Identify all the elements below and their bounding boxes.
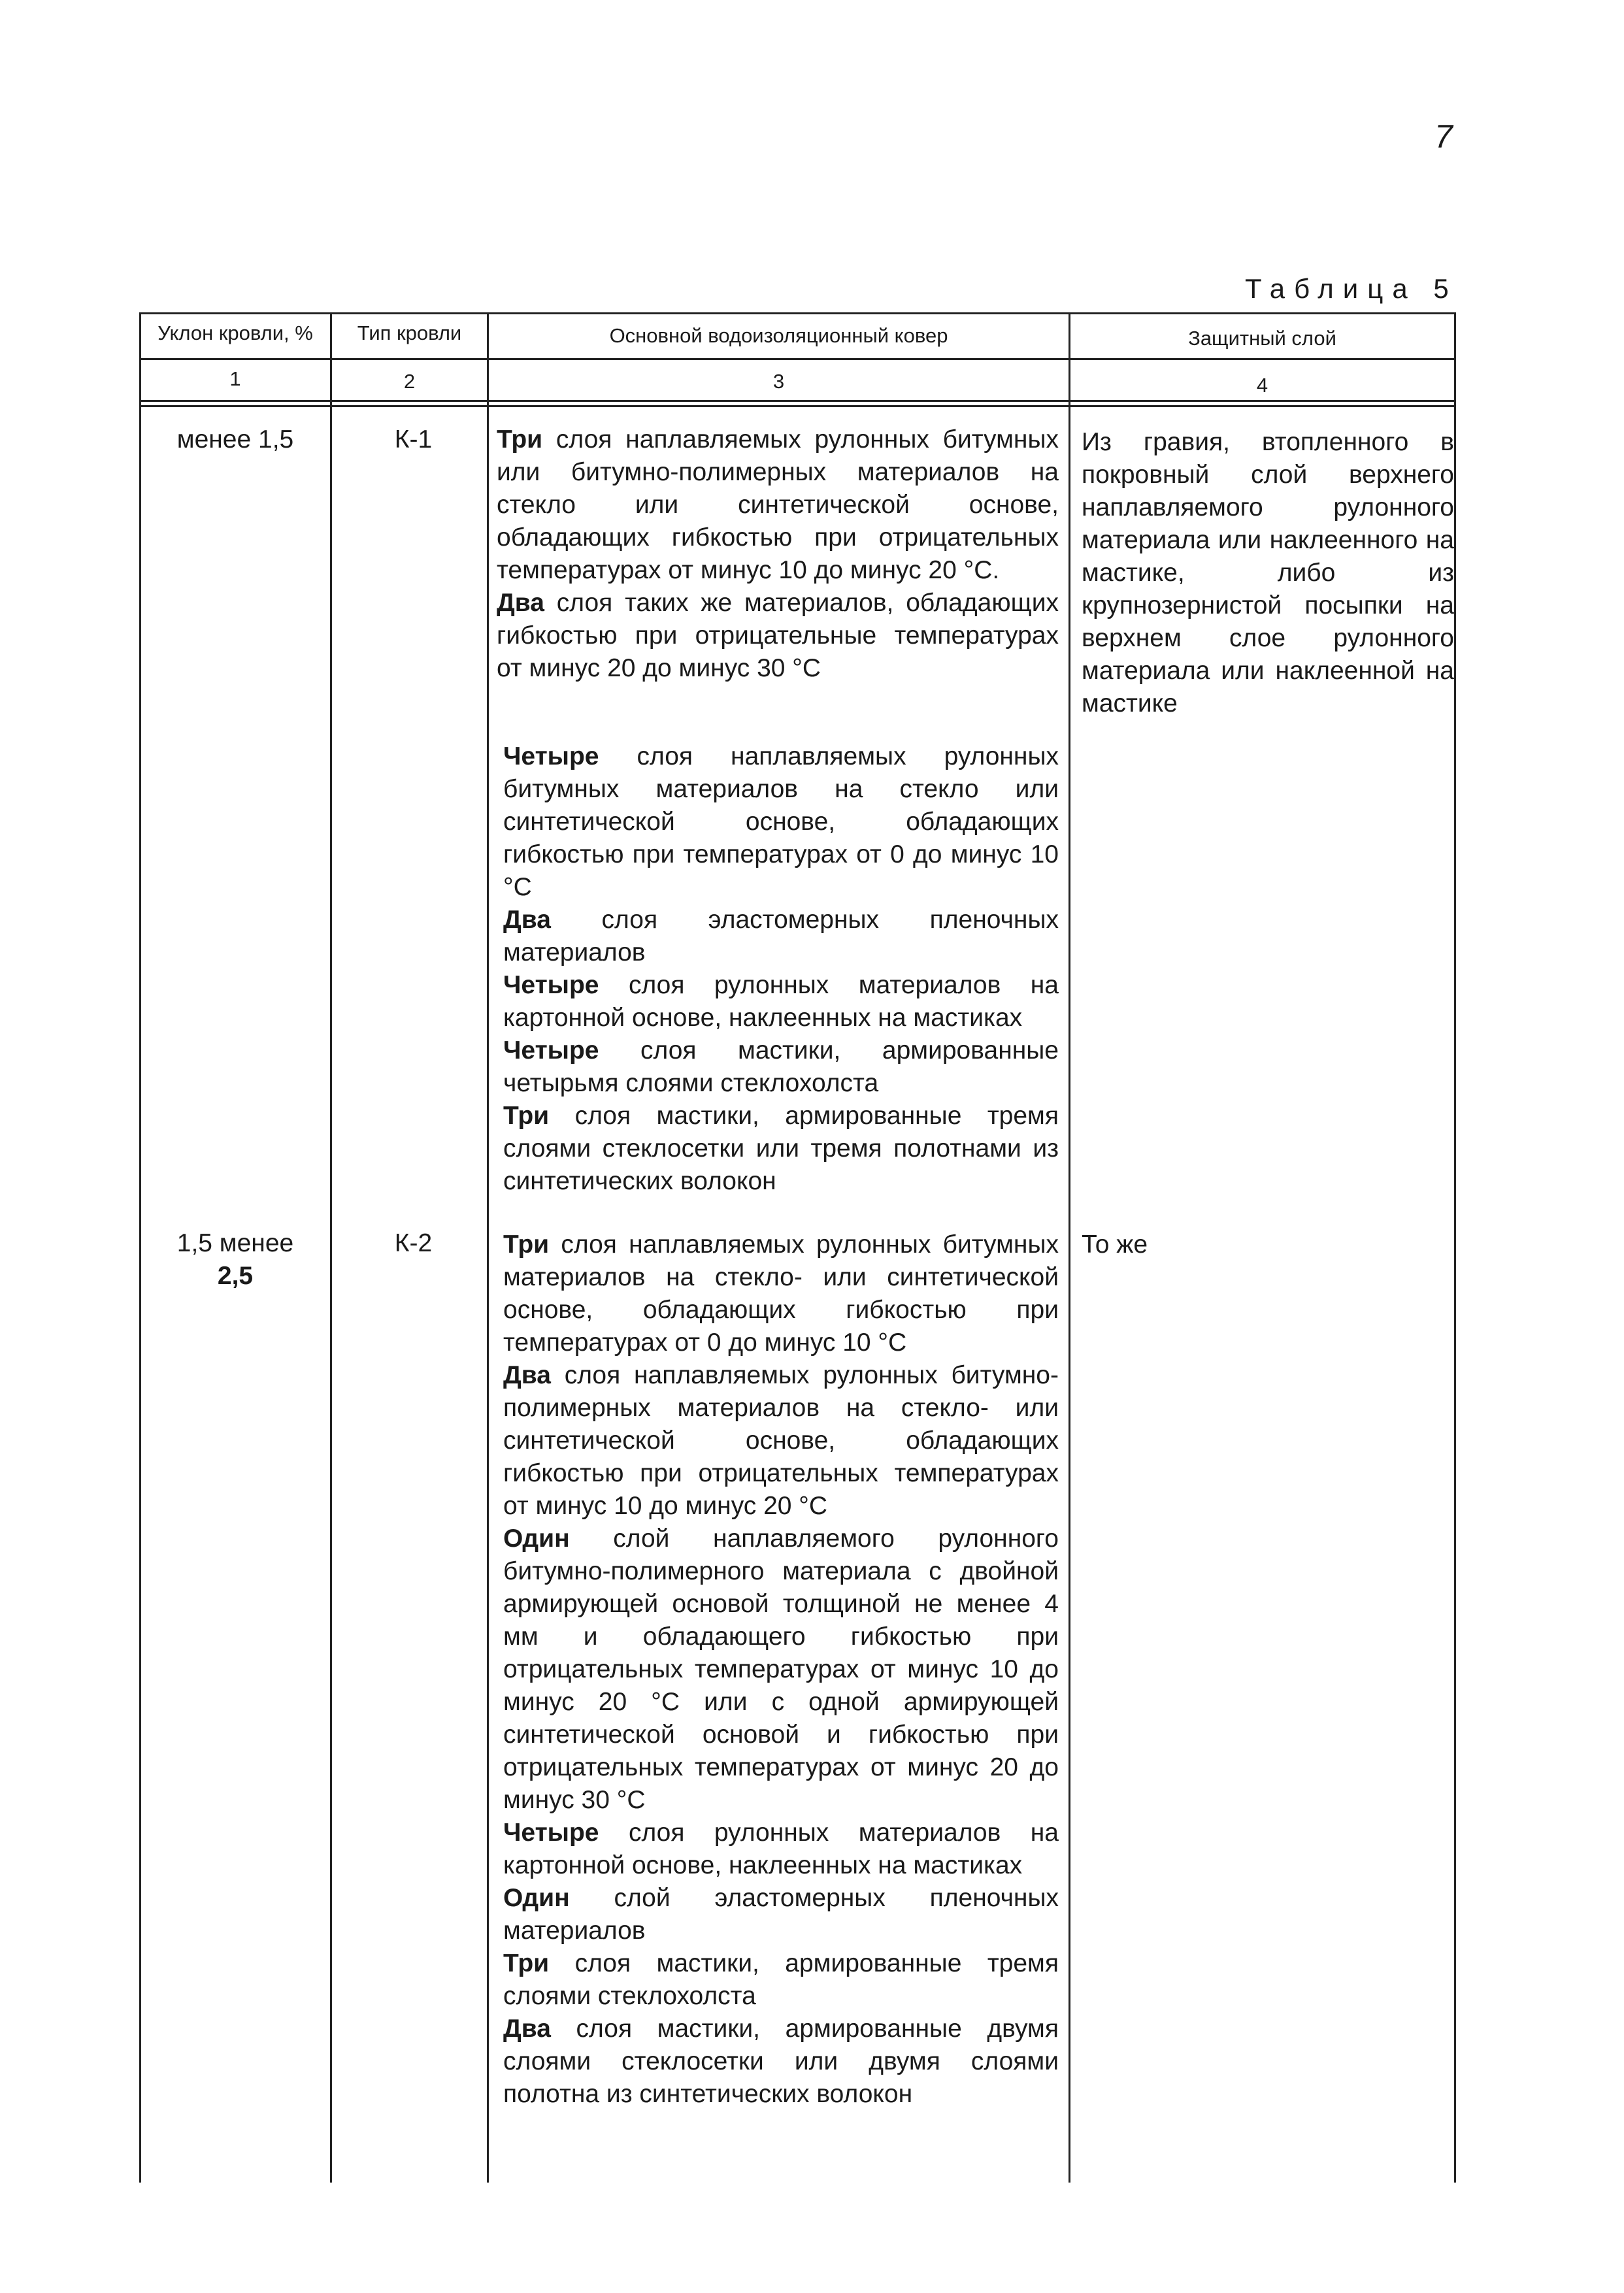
row2-slope xyxy=(141,1227,330,1293)
column-number-4: 4 xyxy=(1256,374,1268,397)
row1-option-1 xyxy=(497,423,1059,587)
row1-option-4 xyxy=(503,904,1059,969)
row1-option-6 xyxy=(503,1034,1059,1100)
row2-option-1 xyxy=(503,1229,1059,1359)
row1-option-2 xyxy=(497,587,1059,685)
option-text: слоя эластомерных пленочных материалов xyxy=(503,906,1059,966)
row2-option-2 xyxy=(503,1359,1059,1523)
row1-main-carpet-part2 xyxy=(503,740,1059,1198)
row1-protective-layer: Из гравия, втопленного в покровный слой верхнего наплавляемого рулонного материала или наклеенного на мастике, либо из крупнозернистой посыпки на верхнем слое рулонного материала или наклеенной на мастике xyxy=(1082,428,1454,718)
row2-main-carpet xyxy=(503,1229,1059,2111)
option-keyword: Четыре xyxy=(503,1036,599,1064)
option-text: слоя мастики, армированные двумя слоями стеклосетки или двумя слоями полотна из синтетических волокон xyxy=(503,2015,1059,2108)
option-text: слоя наплавляемых рулонных битумных материалов на стекло или синтетической основе, обладающих гибкостью при температурах от 0 до минус 10 °С xyxy=(503,742,1059,901)
row1-slope: менее 1,5 xyxy=(176,425,294,454)
option-keyword: Два xyxy=(497,589,544,617)
option-text: слоя наплавляемых рулонных битумно-полимерных материалов на стекло- или синтетической основе, обладающих гибкостью при отрицательных температурах от минус 10 до минус 20 °С xyxy=(503,1361,1059,1520)
header-slope: Уклон кровли, % xyxy=(157,322,313,344)
option-keyword: Два xyxy=(503,906,551,934)
option-keyword: Два xyxy=(503,2015,551,2043)
option-text: слой эластомерных пленочных материалов xyxy=(503,1884,1059,1945)
column-number-3: 3 xyxy=(772,370,785,393)
row2-slope-line2: 2,5 xyxy=(217,1262,254,1290)
option-text: слоя рулонных материалов на картонной основе, наклеенных на мастиках xyxy=(503,1819,1059,1879)
option-text: слоя таких же материалов, обладающих гибкостью при отрицательные температурах от минус 20 до минус 30 °С xyxy=(497,589,1059,682)
option-keyword: Один xyxy=(503,1884,570,1912)
header-divider xyxy=(141,358,1454,360)
option-keyword: Один xyxy=(503,1525,570,1553)
column-number-1: 1 xyxy=(229,367,241,390)
table-top-border xyxy=(141,312,1454,314)
option-keyword: Четыре xyxy=(503,971,599,999)
row1-option-5 xyxy=(503,969,1059,1034)
option-keyword: Три xyxy=(503,1102,550,1130)
header-protective-layer: Защитный слой xyxy=(1188,327,1336,350)
option-text: слоя мастики, армированные тремя слоями стеклохолста xyxy=(503,1949,1059,2010)
option-keyword: Три xyxy=(503,1230,550,1259)
column-divider-3 xyxy=(1069,312,1070,2183)
option-text: слоя наплавляемых рулонных битумных или битумно-полимерных материалов на стекло или синтетической основе, обладающих гибкостью при отрицательных температурах от минус 10 до минус 20 °С. xyxy=(497,425,1059,584)
row2-slope-line1: 1,5 менее xyxy=(176,1229,294,1257)
option-keyword: Два xyxy=(503,1361,551,1389)
page-number: 7 xyxy=(1434,118,1453,155)
row2-option-7 xyxy=(503,2013,1059,2111)
option-keyword: Четыре xyxy=(503,1819,599,1847)
number-row-divider xyxy=(141,400,1454,402)
table-caption: Таблица 5 xyxy=(1245,273,1458,304)
option-keyword: Три xyxy=(497,425,543,454)
number-row-divider-2 xyxy=(141,405,1454,407)
option-keyword: Четыре xyxy=(503,742,599,770)
header-main-carpet: Основной водоизоляционный ковер xyxy=(609,324,948,347)
option-text: слоя наплавляемых рулонных битумных материалов на стекло- или синтетической основе, обладающих гибкостью при температурах от 0 до минус 10 °С xyxy=(503,1230,1059,1357)
row2-option-6 xyxy=(503,1947,1059,2013)
row2-roof-type: К-2 xyxy=(394,1229,433,1257)
option-text: слоя рулонных материалов на картонной основе, наклеенных на мастиках xyxy=(503,971,1059,1032)
table-right-border xyxy=(1454,312,1456,2183)
row2-protective-layer: То же xyxy=(1082,1230,1148,1259)
row1-option-7 xyxy=(503,1100,1059,1198)
header-roof-type: Тип кровли xyxy=(357,322,462,344)
row2-option-5 xyxy=(503,1882,1059,1947)
row1-option-3 xyxy=(503,740,1059,904)
row2-option-3 xyxy=(503,1523,1059,1817)
column-divider-2 xyxy=(487,312,489,2183)
option-text: слоя мастики, армированные тремя слоями стеклосетки или тремя полотнами из синтетических волокон xyxy=(503,1102,1059,1195)
option-keyword: Три xyxy=(503,1949,550,1977)
row2-option-4 xyxy=(503,1817,1059,1882)
option-text: слоя мастики, армированные четырьмя слоями стеклохолста xyxy=(503,1036,1059,1097)
column-divider-1 xyxy=(330,312,332,2183)
column-number-2: 2 xyxy=(403,370,416,393)
row1-main-carpet-part1 xyxy=(497,423,1059,685)
row1-roof-type: К-1 xyxy=(394,425,433,454)
option-text: слой наплавляемого рулонного битумно-полимерного материала с двойной армирующей основой толщиной не менее 4 мм и обладающего гибкостью при отрицательных температурах от минус 10 до минус 20 °С или с одной армирующей синтетической основой и гибкостью при отрицательных температурах от минус 20 до минус 30 °С xyxy=(503,1525,1059,1814)
